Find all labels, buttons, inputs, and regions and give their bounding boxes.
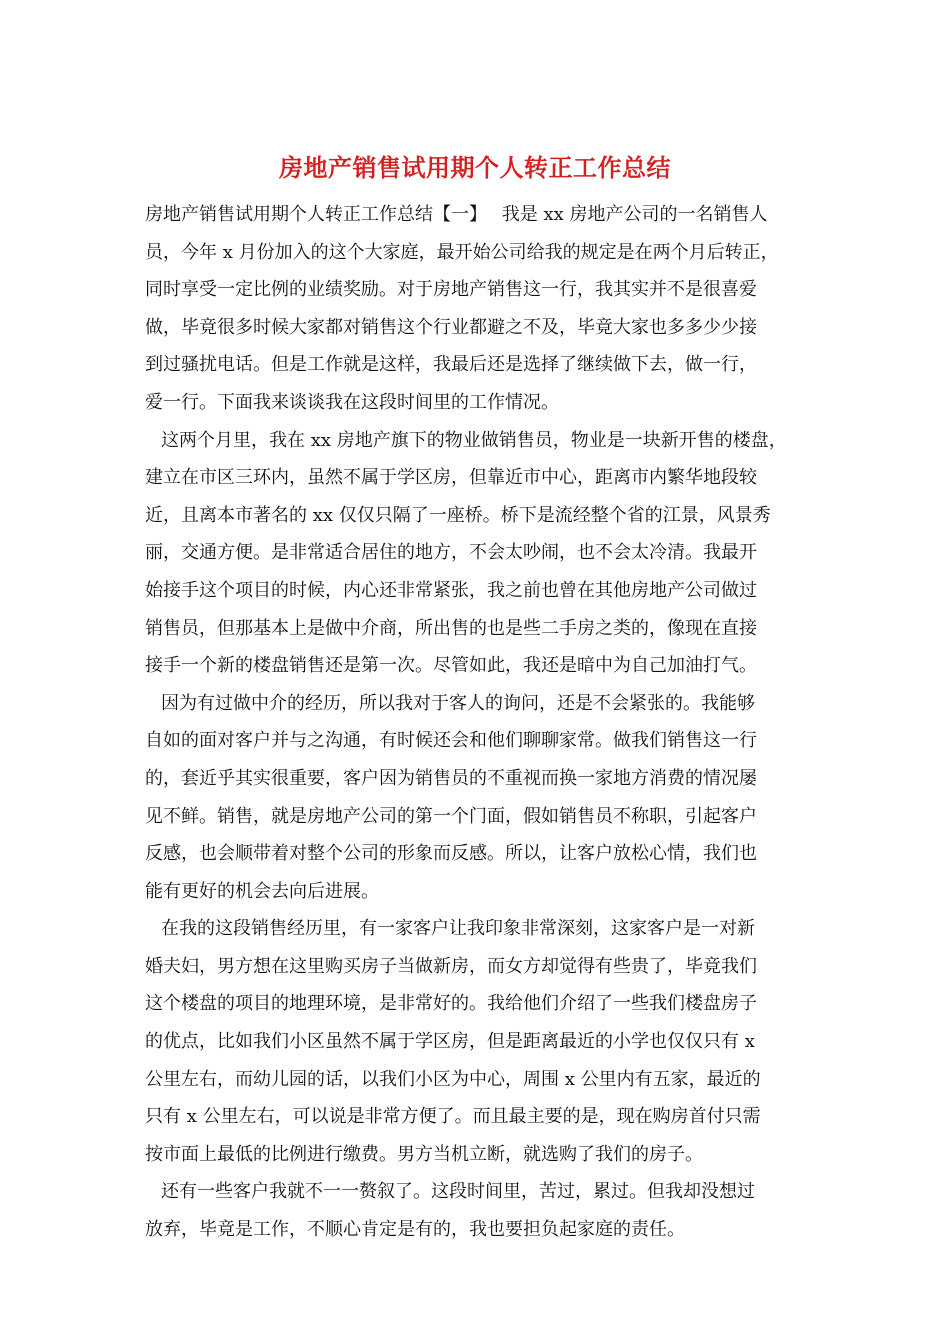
- body-line: 这个楼盘的项目的地理环境，是非常好的。我给他们介绍了一些我们楼盘房子: [145, 993, 757, 1015]
- paragraph-start-line: 在我的这段销售经历里，有一家客户让我印象非常深刻，这家客户是一对新: [161, 918, 755, 940]
- body-line: 丽，交通方便。是非常适合居住的地方，不会太吵闹，也不会太冷清。我最开: [145, 542, 757, 564]
- body-line: 建立在市区三环内，虽然不属于学区房，但靠近市中心，距离市内繁华地段较: [145, 467, 757, 489]
- document-body: [145, 196, 813, 1249]
- body-line: 接手一个新的楼盘销售还是第一次。尽管如此，我还是暗中为自己加油打气。: [145, 655, 757, 677]
- body-line: 的优点，比如我们小区虽然不属于学区房，但是距离最近的小学也仅仅只有 x: [145, 1031, 755, 1053]
- document-title: 房地产销售试用期个人转正工作总结: [279, 153, 671, 182]
- paragraph-start-line: 这两个月里，我在 xx 房地产旗下的物业做销售员，物业是一块新开售的楼盘，: [161, 429, 787, 451]
- body-line: 能有更好的机会去向后进展。: [145, 880, 379, 902]
- body-line: 同时享受一定比例的业绩奖励。对于房地产销售这一行，我其实并不是很喜爱: [145, 279, 757, 301]
- paragraph-start-line: 还有一些客户我就不一一赘叙了。这段时间里，苦过，累过。但我却没想过: [161, 1181, 755, 1203]
- body-line: 员，今年 x 月份加入的这个大家庭，最开始公司给我的规定是在两个月后转正，: [145, 241, 779, 263]
- body-line: 反感，也会顺带着对整个公司的形象而反感。所以，让客户放松心情，我们也: [145, 843, 757, 865]
- body-line: 放弃，毕竟是工作，不顺心肯定是有的，我也要担负起家庭的责任。: [145, 1219, 685, 1241]
- body-line: 只有 x 公里左右，可以说是非常方便了。而且最主要的是，现在购房首付只需: [145, 1106, 761, 1128]
- body-line: 销售员，但那基本上是做中介商，所出售的也是些二手房之类的，像现在直接: [145, 617, 757, 639]
- body-line: 房地产销售试用期个人转正工作总结【一】 我是 xx 房地产公司的一名销售人: [145, 204, 768, 225]
- paragraph-start-line: 因为有过做中介的经历，所以我对于客人的询问，还是不会紧张的。我能够: [161, 692, 755, 714]
- body-line: 婚夫妇，男方想在这里购买房子当做新房，而女方却觉得有些贵了，毕竟我们: [145, 955, 757, 977]
- body-line: 见不鲜。销售，就是房地产公司的第一个门面，假如销售员不称职，引起客户: [145, 805, 757, 827]
- body-line: 到过骚扰电话。但是工作就是这样，我最后还是选择了继续做下去，做一行，: [145, 354, 757, 376]
- body-line: 的，套近乎其实很重要，客户因为销售员的不重视而换一家地方消费的情况屡: [145, 767, 757, 789]
- body-line: 公里左右，而幼儿园的话，以我们小区为中心，周围 x 公里内有五家，最近的: [145, 1068, 761, 1090]
- body-line: 爱一行。下面我来谈谈我在这段时间里的工作情况。: [145, 391, 559, 413]
- body-line: 自如的面对客户并与之沟通，有时候还会和他们聊聊家常。做我们销售这一行: [145, 730, 757, 752]
- body-line: 做，毕竟很多时候大家都对销售这个行业都避之不及，毕竟大家也多多少少接: [145, 316, 757, 338]
- body-line: 始接手这个项目的时候，内心还非常紧张，我之前也曾在其他房地产公司做过: [145, 579, 757, 601]
- body-line: 按市面上最低的比例进行缴费。男方当机立断，就选购了我们的房子。: [145, 1143, 703, 1165]
- body-line: 近，且离本市著名的 xx 仅仅只隔了一座桥。桥下是流经整个省的江景，风景秀: [145, 504, 771, 526]
